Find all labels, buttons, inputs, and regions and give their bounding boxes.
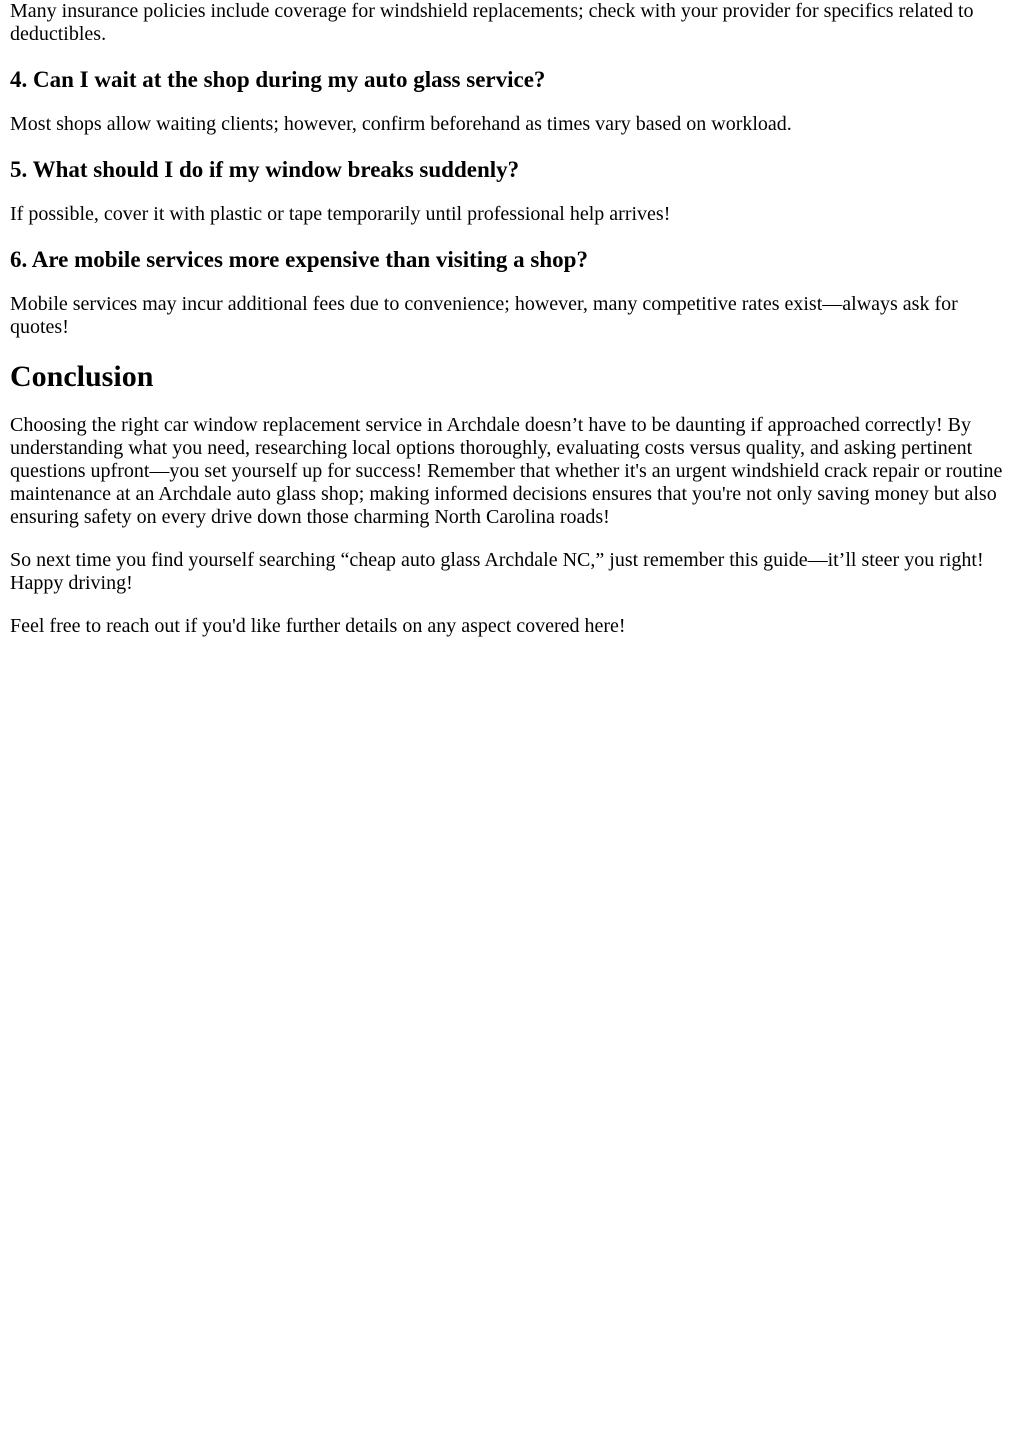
faq-answer-4: Most shops allow waiting clients; however, confirm beforehand as times vary based on workload. [10, 113, 792, 135]
faq-answer-6: Mobile services may incur additional fees due to convenience; however, many competitive rates exist—always ask for quotes! [10, 293, 958, 338]
faq-answer-3-continued: Many insurance policies include coverage for windshield replacements; check with your provider for specifics related to deductibles. [10, 0, 974, 45]
conclusion-paragraph-2: So next time you find yourself searching “cheap auto glass Archdale NC,” just remember this guide—it’ll steer you right! Happy driving! [10, 549, 984, 594]
conclusion-paragraph-1: Choosing the right car window replacement service in Archdale doesn’t have to be daunting if approached correctly! By understanding what you need, researching local options thoroughly, evaluating costs versus quality, and asking pertinent questions upfront—you set yourself up for success! Remember that whether it's an urgent windshield crack repair or routine maintenance at an Archdale auto glass shop; making informed decisions ensures that you're not only saving money but also ensuring safety on every drive down those charming North Carolina roads! [10, 414, 1003, 528]
faq-question-5: 5. What should I do if my window breaks suddenly? [10, 157, 520, 182]
conclusion-heading: Conclusion [10, 360, 154, 393]
article-body [0, 0, 1024, 638]
conclusion-paragraph-3: Feel free to reach out if you'd like further details on any aspect covered here! [10, 615, 626, 637]
faq-answer-5: If possible, cover it with plastic or tape temporarily until professional help arrives! [10, 203, 671, 225]
faq-question-4: 4. Can I wait at the shop during my auto glass service? [10, 67, 546, 92]
faq-question-6: 6. Are mobile services more expensive than visiting a shop? [10, 247, 588, 272]
